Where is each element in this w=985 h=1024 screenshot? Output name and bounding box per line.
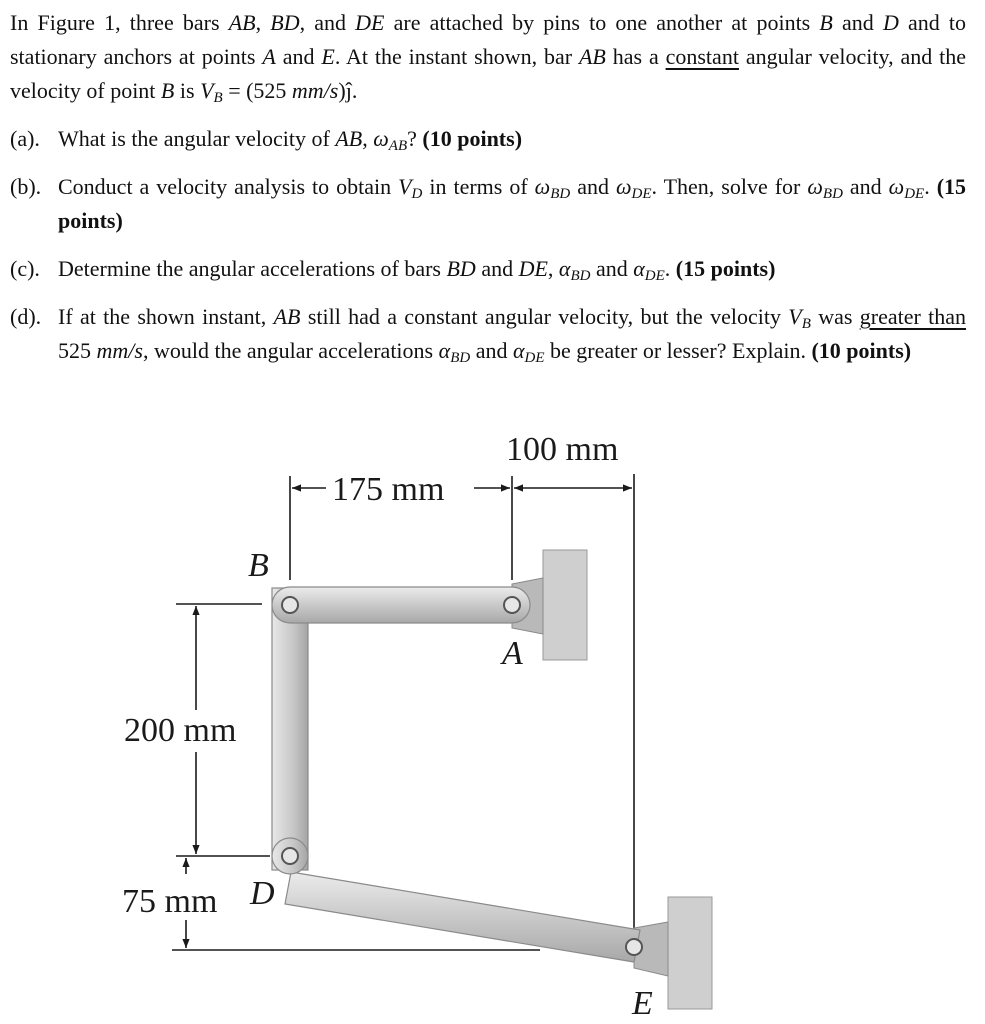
var-ab: AB — [228, 10, 256, 35]
question-tag: (a). — [10, 126, 40, 151]
intro-text: angular velocity, and the velocity of point — [10, 44, 967, 103]
question-text: and — [570, 174, 616, 199]
question-text: . Then, solve for — [651, 174, 808, 199]
question-text: and — [842, 174, 889, 199]
anchor-e-wall — [668, 897, 712, 1009]
label-a: A — [502, 635, 523, 672]
points-label: (10 points) — [811, 338, 912, 363]
question-text: be greater or lesser? Explain. — [544, 338, 812, 363]
question-text: , — [547, 256, 559, 281]
intro-text: and — [832, 10, 883, 35]
omega-subscript: AB — [388, 138, 408, 154]
pin-d — [282, 848, 298, 864]
var-de: DE — [518, 256, 548, 281]
pin-e — [626, 939, 642, 955]
velocity-subscript: D — [411, 186, 423, 202]
intro-text: and to stationary anchors at points — [10, 10, 967, 69]
intro-text: = (525 — [222, 78, 292, 103]
alpha-subscript: DE — [524, 350, 545, 366]
var-ab: AB — [335, 126, 363, 151]
alpha-subscript: BD — [570, 268, 591, 284]
velocity-subscript: B — [801, 316, 811, 332]
question-text: was — [810, 304, 860, 329]
units: mm/s — [96, 338, 143, 363]
var-bd: BD — [270, 10, 300, 35]
dim-175-label: 175 mm — [332, 471, 445, 508]
label-b: B — [248, 547, 269, 584]
points-label: (15 points) — [58, 174, 967, 233]
alpha-subscript: DE — [644, 268, 665, 284]
alpha-symbol: α — [633, 256, 645, 281]
pin-a — [504, 597, 520, 613]
var-b: B — [819, 10, 833, 35]
question-text: Conduct a velocity analysis to obtain — [58, 174, 399, 199]
alpha-symbol: α — [512, 338, 525, 363]
dim-100-label: 100 mm — [506, 431, 619, 468]
intro-text: is — [174, 78, 201, 103]
intro-text: In Figure 1, three bars — [10, 10, 229, 35]
question-text: still had a constant angular velocity, but the velocity — [300, 304, 789, 329]
question-text: What is the angular velocity of — [58, 126, 336, 151]
question-tag: (c). — [10, 256, 40, 281]
var-e: E — [321, 44, 335, 69]
velocity-symbol: V — [788, 304, 802, 329]
var-d: D — [882, 10, 899, 35]
omega-symbol: ω — [534, 174, 551, 199]
question-text: ? — [407, 126, 423, 151]
question-text: If at the shown instant, — [58, 304, 274, 329]
var-ab: AB — [273, 304, 301, 329]
points-label: (10 points) — [422, 126, 523, 151]
omega-subscript: BD — [550, 186, 571, 202]
intro-text: , — [255, 10, 271, 35]
intro-text: and — [275, 44, 322, 69]
underlined-constant: constant — [665, 44, 739, 69]
units: mm/s — [291, 78, 339, 103]
alpha-symbol: α — [438, 338, 451, 363]
bar-de — [285, 872, 640, 962]
intro-text: . At the instant shown, bar — [334, 44, 579, 69]
question-text: and — [470, 338, 513, 363]
points-label: (15 points) — [675, 256, 776, 281]
var-b: B — [160, 78, 175, 103]
question-text: and — [475, 256, 519, 281]
var-de: DE — [355, 10, 385, 35]
intro-text: , and — [299, 10, 356, 35]
question-text: and — [590, 256, 634, 281]
bar-ab — [272, 587, 530, 623]
question-tag: (d). — [10, 304, 42, 329]
question-text: . — [924, 174, 937, 199]
var-ab: AB — [578, 44, 606, 69]
underlined-greater-than: greater than — [859, 304, 967, 329]
intro-text: )ĵ. — [338, 78, 358, 103]
question-tag: (b). — [10, 174, 42, 199]
intro-text: are attached by pins to one another at points — [384, 10, 820, 35]
question-text: . — [664, 256, 676, 281]
dim-75-label: 75 mm — [122, 883, 218, 920]
alpha-symbol: α — [558, 256, 571, 281]
alpha-subscript: BD — [450, 350, 471, 366]
label-d: D — [250, 875, 275, 912]
velocity-symbol: V — [398, 174, 412, 199]
var-bd: BD — [446, 256, 476, 281]
label-e: E — [632, 985, 653, 1022]
omega-symbol: ω — [615, 174, 632, 199]
omega-symbol: ω — [807, 174, 823, 199]
dim-200-label: 200 mm — [124, 712, 237, 749]
omega-symbol: ω — [373, 126, 389, 151]
omega-symbol: ω — [888, 174, 905, 199]
pin-b — [282, 597, 298, 613]
bar-bd — [272, 588, 308, 870]
question-text: in terms of — [422, 174, 535, 199]
question-text: Determine the angular accelerations of bars — [58, 256, 447, 281]
var-a: A — [262, 44, 276, 69]
question-text: 525 — [58, 338, 97, 363]
question-text: , — [362, 126, 374, 151]
omega-subscript: DE — [631, 186, 652, 202]
velocity-symbol: V — [200, 78, 214, 103]
omega-subscript: BD — [822, 186, 843, 202]
intro-text: has a — [605, 44, 666, 69]
anchor-a-wall — [543, 550, 587, 660]
question-text: , would the angular accelerations — [142, 338, 439, 363]
velocity-subscript: B — [213, 90, 223, 106]
omega-subscript: DE — [904, 186, 925, 202]
